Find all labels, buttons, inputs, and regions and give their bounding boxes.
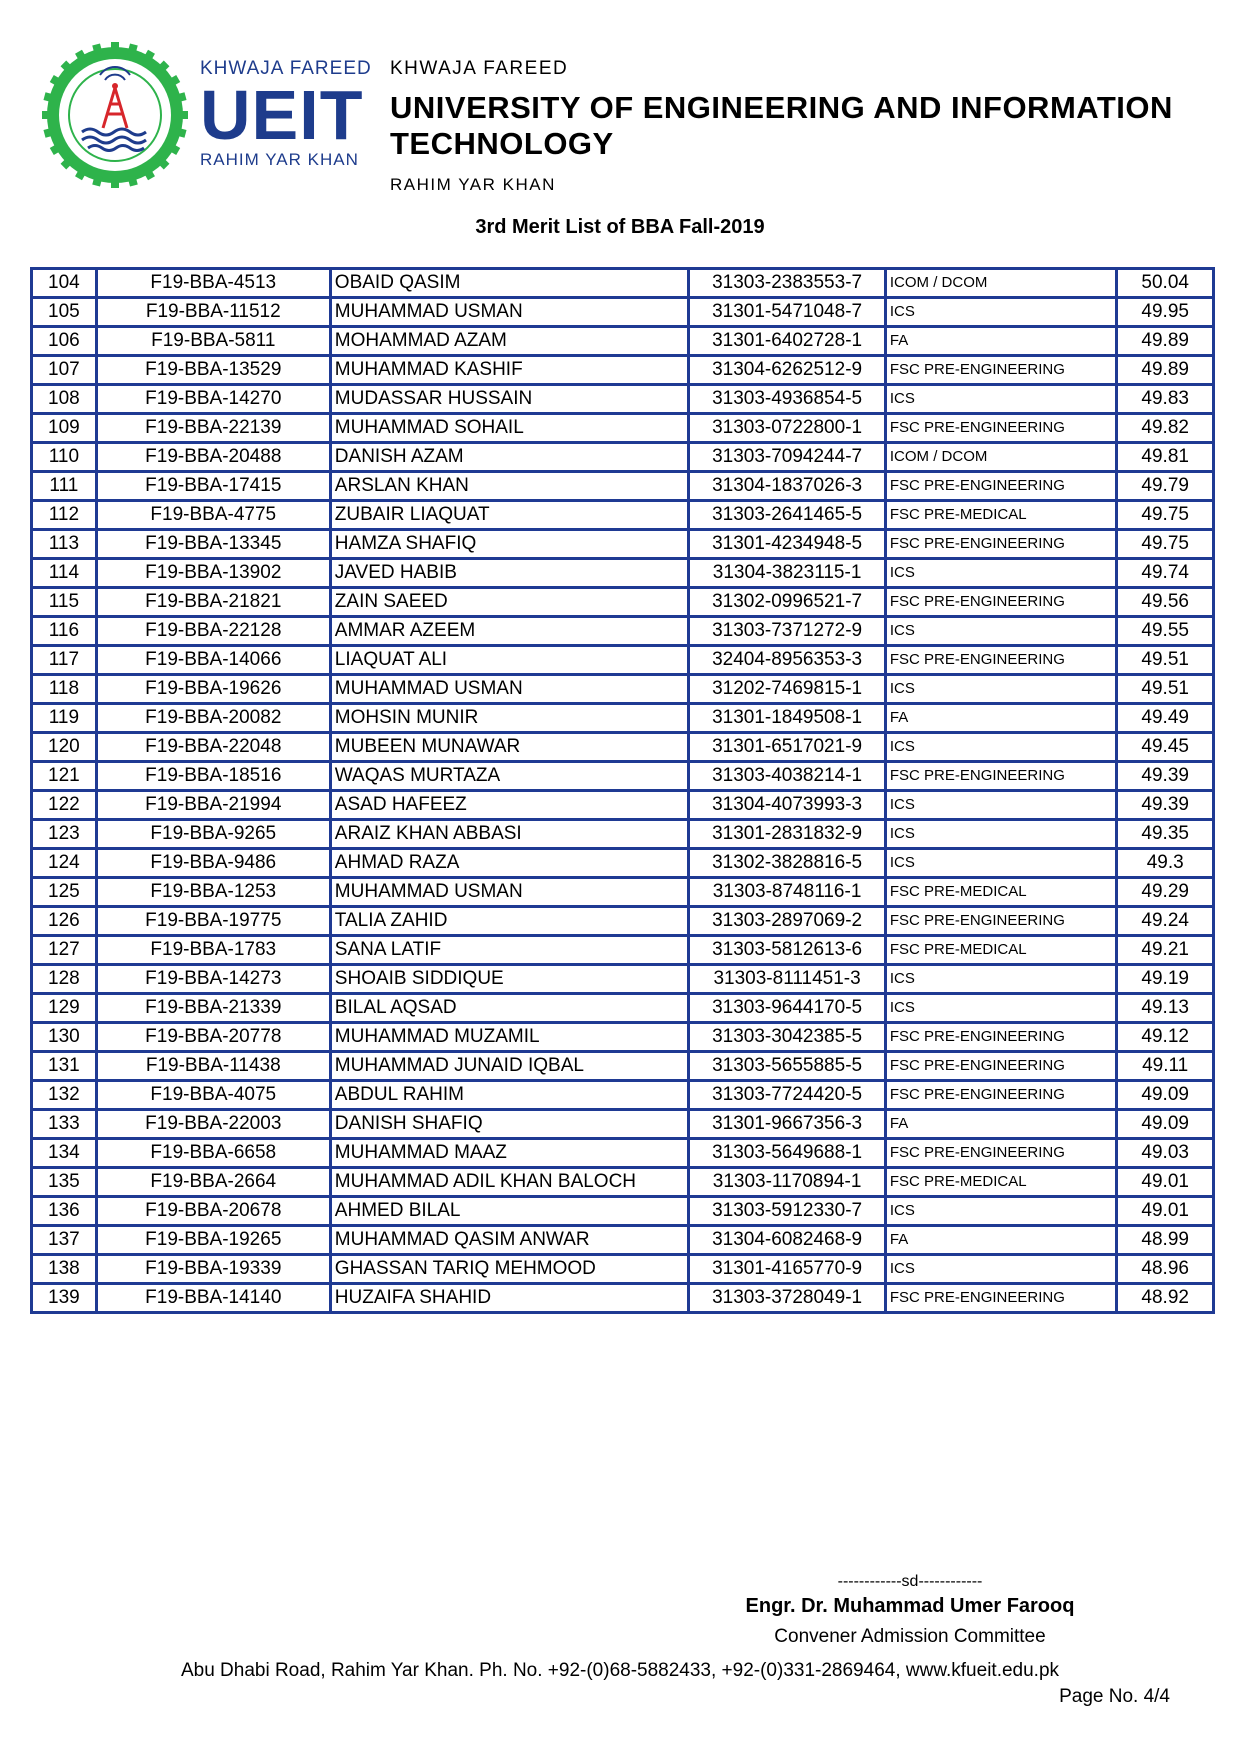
cnic-cell: 31303-9644170-5 [689, 994, 886, 1023]
qualification-cell: ICS [885, 675, 1117, 704]
merit-score-cell: 49.29 [1117, 878, 1214, 907]
cnic-cell: 31303-5649688-1 [689, 1139, 886, 1168]
form-number-cell: F19-BBA-14270 [96, 385, 330, 414]
table-row [32, 1110, 1214, 1139]
name-cell: TALIA ZAHID [330, 907, 688, 936]
name-cell: GHASSAN TARIQ MEHMOOD [330, 1255, 688, 1284]
cnic-cell: 31303-3728049-1 [689, 1284, 886, 1313]
name-cell: MUHAMMAD MUZAMIL [330, 1023, 688, 1052]
merit-score-cell: 49.83 [1117, 385, 1214, 414]
cnic-cell: 31304-3823115-1 [689, 559, 886, 588]
cnic-cell: 31302-3828816-5 [689, 849, 886, 878]
name-cell: MUHAMMAD USMAN [330, 675, 688, 704]
merit-table-body [32, 269, 1214, 1313]
merit-score-cell: 49.95 [1117, 298, 1214, 327]
brand-block [200, 58, 375, 170]
serial-cell: 125 [32, 878, 97, 907]
form-number-cell: F19-BBA-2664 [96, 1168, 330, 1197]
qualification-cell: FSC PRE-MEDICAL [885, 501, 1117, 530]
serial-cell: 118 [32, 675, 97, 704]
serial-cell: 105 [32, 298, 97, 327]
merit-score-cell: 49.45 [1117, 733, 1214, 762]
name-cell: ARAIZ KHAN ABBASI [330, 820, 688, 849]
serial-cell: 119 [32, 704, 97, 733]
name-cell: ABDUL RAHIM [330, 1081, 688, 1110]
table-row [32, 356, 1214, 385]
serial-cell: 137 [32, 1226, 97, 1255]
name-cell: ASAD HAFEEZ [330, 791, 688, 820]
merit-table [30, 267, 1215, 1314]
cnic-cell: 31303-5912330-7 [689, 1197, 886, 1226]
cnic-cell: 31301-1849508-1 [689, 704, 886, 733]
qualification-cell: FA [885, 1226, 1117, 1255]
serial-cell: 111 [32, 472, 97, 501]
name-cell: MUHAMMAD USMAN [330, 878, 688, 907]
qualification-cell: ICS [885, 965, 1117, 994]
name-cell: MOHSIN MUNIR [330, 704, 688, 733]
qualification-cell: FSC PRE-ENGINEERING [885, 588, 1117, 617]
merit-score-cell: 49.49 [1117, 704, 1214, 733]
name-cell: AHMED BILAL [330, 1197, 688, 1226]
name-cell: MUHAMMAD ADIL KHAN BALOCH [330, 1168, 688, 1197]
brand-acronym: UEIT [200, 76, 364, 154]
qualification-cell: FSC PRE-ENGINEERING [885, 1023, 1117, 1052]
serial-cell: 121 [32, 762, 97, 791]
table-row [32, 1081, 1214, 1110]
table-row [32, 1255, 1214, 1284]
name-cell: MUDASSAR HUSSAIN [330, 385, 688, 414]
table-row [32, 298, 1214, 327]
merit-score-cell: 49.39 [1117, 791, 1214, 820]
form-number-cell: F19-BBA-14066 [96, 646, 330, 675]
qualification-cell: FSC PRE-ENGINEERING [885, 1284, 1117, 1313]
name-cell: JAVED HABIB [330, 559, 688, 588]
merit-score-cell: 49.79 [1117, 472, 1214, 501]
qualification-cell: FSC PRE-ENGINEERING [885, 1139, 1117, 1168]
qualification-cell: FA [885, 1110, 1117, 1139]
form-number-cell: F19-BBA-14140 [96, 1284, 330, 1313]
form-number-cell: F19-BBA-20082 [96, 704, 330, 733]
serial-cell: 110 [32, 443, 97, 472]
form-number-cell: F19-BBA-5811 [96, 327, 330, 356]
serial-cell: 127 [32, 936, 97, 965]
table-row [32, 646, 1214, 675]
table-row [32, 385, 1214, 414]
form-number-cell: F19-BBA-1783 [96, 936, 330, 965]
serial-cell: 128 [32, 965, 97, 994]
qualification-cell: ICOM / DCOM [885, 443, 1117, 472]
form-number-cell: F19-BBA-17415 [96, 472, 330, 501]
form-number-cell: F19-BBA-22139 [96, 414, 330, 443]
merit-score-cell: 49.89 [1117, 356, 1214, 385]
qualification-cell: ICS [885, 820, 1117, 849]
serial-cell: 129 [32, 994, 97, 1023]
table-row [32, 559, 1214, 588]
serial-cell: 132 [32, 1081, 97, 1110]
name-cell: ZAIN SAEED [330, 588, 688, 617]
qualification-cell: ICS [885, 791, 1117, 820]
merit-score-cell: 48.92 [1117, 1284, 1214, 1313]
form-number-cell: F19-BBA-4775 [96, 501, 330, 530]
merit-score-cell: 49.75 [1117, 530, 1214, 559]
name-cell: SHOAIB SIDDIQUE [330, 965, 688, 994]
serial-cell: 104 [32, 269, 97, 298]
cnic-cell: 31303-7724420-5 [689, 1081, 886, 1110]
form-number-cell: F19-BBA-13529 [96, 356, 330, 385]
table-row [32, 1052, 1214, 1081]
qualification-cell: ICS [885, 733, 1117, 762]
form-number-cell: F19-BBA-9265 [96, 820, 330, 849]
name-cell: HAMZA SHAFIQ [330, 530, 688, 559]
form-number-cell: F19-BBA-13345 [96, 530, 330, 559]
cnic-cell: 31303-2641465-5 [689, 501, 886, 530]
form-number-cell: F19-BBA-6658 [96, 1139, 330, 1168]
cnic-cell: 31303-7094244-7 [689, 443, 886, 472]
form-number-cell: F19-BBA-21994 [96, 791, 330, 820]
qualification-cell: ICS [885, 1255, 1117, 1284]
name-cell: DANISH AZAM [330, 443, 688, 472]
qualification-cell: FSC PRE-ENGINEERING [885, 356, 1117, 385]
table-row [32, 501, 1214, 530]
page-number: Page No. 4/4 [1059, 1686, 1170, 1707]
form-number-cell: F19-BBA-21821 [96, 588, 330, 617]
form-number-cell: F19-BBA-19626 [96, 675, 330, 704]
form-number-cell: F19-BBA-20778 [96, 1023, 330, 1052]
cnic-cell: 31301-4165770-9 [689, 1255, 886, 1284]
merit-score-cell: 50.04 [1117, 269, 1214, 298]
form-number-cell: F19-BBA-19339 [96, 1255, 330, 1284]
merit-score-cell: 49.01 [1117, 1197, 1214, 1226]
merit-score-cell: 49.03 [1117, 1139, 1214, 1168]
form-number-cell: F19-BBA-18516 [96, 762, 330, 791]
merit-score-cell: 49.19 [1117, 965, 1214, 994]
signatory-name: Engr. Dr. Muhammad Umer Farooq [745, 1595, 1075, 1617]
merit-score-cell: 49.39 [1117, 762, 1214, 791]
name-cell: LIAQUAT ALI [330, 646, 688, 675]
serial-cell: 130 [32, 1023, 97, 1052]
cnic-cell: 31303-2897069-2 [689, 907, 886, 936]
merit-score-cell: 49.82 [1117, 414, 1214, 443]
cnic-cell: 31303-3042385-5 [689, 1023, 886, 1052]
name-cell: MOHAMMAD AZAM [330, 327, 688, 356]
table-row [32, 443, 1214, 472]
form-number-cell: F19-BBA-4513 [96, 269, 330, 298]
name-cell: WAQAS MURTAZA [330, 762, 688, 791]
name-cell: MUHAMMAD USMAN [330, 298, 688, 327]
cnic-cell: 31303-4936854-5 [689, 385, 886, 414]
table-row [32, 907, 1214, 936]
qualification-cell: ICS [885, 559, 1117, 588]
cnic-cell: 31303-5812613-6 [689, 936, 886, 965]
table-row [32, 327, 1214, 356]
qualification-cell: ICS [885, 385, 1117, 414]
name-cell: HUZAIFA SHAHID [330, 1284, 688, 1313]
cnic-cell: 31301-6402728-1 [689, 327, 886, 356]
cnic-cell: 32404-8956353-3 [689, 646, 886, 675]
form-number-cell: F19-BBA-9486 [96, 849, 330, 878]
merit-score-cell: 49.21 [1117, 936, 1214, 965]
form-number-cell: F19-BBA-1253 [96, 878, 330, 907]
merit-score-cell: 49.35 [1117, 820, 1214, 849]
table-row [32, 994, 1214, 1023]
table-row [32, 1139, 1214, 1168]
serial-cell: 116 [32, 617, 97, 646]
name-cell: DANISH SHAFIQ [330, 1110, 688, 1139]
name-cell: MUBEEN MUNAWAR [330, 733, 688, 762]
name-cell: ZUBAIR LIAQUAT [330, 501, 688, 530]
name-cell: MUHAMMAD KASHIF [330, 356, 688, 385]
page-title: 3rd Merit List of BBA Fall-2019 [475, 216, 765, 238]
cnic-cell: 31304-1837026-3 [689, 472, 886, 501]
merit-score-cell: 49.09 [1117, 1081, 1214, 1110]
serial-cell: 123 [32, 820, 97, 849]
form-number-cell: F19-BBA-14273 [96, 965, 330, 994]
qualification-cell: ICS [885, 1197, 1117, 1226]
qualification-cell: ICS [885, 298, 1117, 327]
cnic-cell: 31303-1170894-1 [689, 1168, 886, 1197]
name-cell: ARSLAN KHAN [330, 472, 688, 501]
serial-cell: 114 [32, 559, 97, 588]
table-row [32, 704, 1214, 733]
university-line-3: RAHIM YAR KHAN [390, 175, 556, 194]
qualification-cell: FA [885, 327, 1117, 356]
table-row [32, 530, 1214, 559]
merit-score-cell: 49.12 [1117, 1023, 1214, 1052]
form-number-cell: F19-BBA-11512 [96, 298, 330, 327]
qualification-cell: FSC PRE-ENGINEERING [885, 1052, 1117, 1081]
qualification-cell: FA [885, 704, 1117, 733]
name-cell: MUHAMMAD JUNAID IQBAL [330, 1052, 688, 1081]
cnic-cell: 31301-6517021-9 [689, 733, 886, 762]
table-row [32, 675, 1214, 704]
table-row [32, 878, 1214, 907]
serial-cell: 112 [32, 501, 97, 530]
merit-score-cell: 49.89 [1117, 327, 1214, 356]
university-name-block [390, 58, 1240, 195]
table-row [32, 965, 1214, 994]
serial-cell: 122 [32, 791, 97, 820]
cnic-cell: 31301-9667356-3 [689, 1110, 886, 1139]
serial-cell: 131 [32, 1052, 97, 1081]
table-row [32, 1168, 1214, 1197]
table-row [32, 1197, 1214, 1226]
table-row [32, 849, 1214, 878]
serial-cell: 115 [32, 588, 97, 617]
serial-cell: 134 [32, 1139, 97, 1168]
merit-score-cell: 49.74 [1117, 559, 1214, 588]
merit-score-cell: 49.13 [1117, 994, 1214, 1023]
merit-score-cell: 49.75 [1117, 501, 1214, 530]
serial-cell: 107 [32, 356, 97, 385]
merit-score-cell: 49.51 [1117, 675, 1214, 704]
serial-cell: 136 [32, 1197, 97, 1226]
serial-cell: 108 [32, 385, 97, 414]
qualification-cell: ICS [885, 849, 1117, 878]
name-cell: SANA LATIF [330, 936, 688, 965]
form-number-cell: F19-BBA-4075 [96, 1081, 330, 1110]
qualification-cell: ICOM / DCOM [885, 269, 1117, 298]
university-line-2: UNIVERSITY OF ENGINEERING AND INFORMATION TECHNOLOGY [390, 90, 1173, 161]
cnic-cell: 31303-8111451-3 [689, 965, 886, 994]
cnic-cell: 31304-4073993-3 [689, 791, 886, 820]
cnic-cell: 31303-2383553-7 [689, 269, 886, 298]
serial-cell: 139 [32, 1284, 97, 1313]
cnic-cell: 31303-4038214-1 [689, 762, 886, 791]
merit-score-cell: 49.01 [1117, 1168, 1214, 1197]
table-row [32, 472, 1214, 501]
serial-cell: 126 [32, 907, 97, 936]
serial-cell: 113 [32, 530, 97, 559]
footer-address: Abu Dhabi Road, Rahim Yar Khan. Ph. No. +92-(0)68-5882433, +92-(0)331-2869464, www.kfueit.edu.pk [180, 1660, 1060, 1681]
table-row [32, 1284, 1214, 1313]
qualification-cell: FSC PRE-ENGINEERING [885, 907, 1117, 936]
form-number-cell: F19-BBA-19775 [96, 907, 330, 936]
table-row [32, 1226, 1214, 1255]
merit-score-cell: 49.56 [1117, 588, 1214, 617]
cnic-cell: 31301-5471048-7 [689, 298, 886, 327]
table-row [32, 269, 1214, 298]
qualification-cell: ICS [885, 994, 1117, 1023]
form-number-cell: F19-BBA-11438 [96, 1052, 330, 1081]
brand-top: KHWAJA FAREED [200, 58, 372, 79]
signature-block [700, 1573, 1120, 1648]
cnic-cell: 31303-8748116-1 [689, 878, 886, 907]
cnic-cell: 31304-6262512-9 [689, 356, 886, 385]
qualification-cell: FSC PRE-ENGINEERING [885, 472, 1117, 501]
form-number-cell: F19-BBA-22048 [96, 733, 330, 762]
qualification-cell: FSC PRE-MEDICAL [885, 1168, 1117, 1197]
serial-cell: 124 [32, 849, 97, 878]
table-row [32, 936, 1214, 965]
merit-score-cell: 49.51 [1117, 646, 1214, 675]
table-row [32, 762, 1214, 791]
name-cell: BILAL AQSAD [330, 994, 688, 1023]
name-cell: OBAID QASIM [330, 269, 688, 298]
brand-bottom: RAHIM YAR KHAN [200, 150, 359, 169]
table-row [32, 414, 1214, 443]
cnic-cell: 31202-7469815-1 [689, 675, 886, 704]
form-number-cell: F19-BBA-22128 [96, 617, 330, 646]
form-number-cell: F19-BBA-20678 [96, 1197, 330, 1226]
merit-score-cell: 49.09 [1117, 1110, 1214, 1139]
qualification-cell: FSC PRE-ENGINEERING [885, 414, 1117, 443]
form-number-cell: F19-BBA-13902 [96, 559, 330, 588]
serial-cell: 120 [32, 733, 97, 762]
cnic-cell: 31303-7371272-9 [689, 617, 886, 646]
university-line-1: KHWAJA FAREED [390, 58, 569, 79]
form-number-cell: F19-BBA-20488 [96, 443, 330, 472]
merit-score-cell: 49.81 [1117, 443, 1214, 472]
table-row [32, 820, 1214, 849]
qualification-cell: FSC PRE-ENGINEERING [885, 762, 1117, 791]
merit-score-cell: 49.24 [1117, 907, 1214, 936]
merit-score-cell: 48.96 [1117, 1255, 1214, 1284]
qualification-cell: FSC PRE-MEDICAL [885, 936, 1117, 965]
university-logo [40, 40, 190, 190]
qualification-cell: FSC PRE-MEDICAL [885, 878, 1117, 907]
cnic-cell: 31301-4234948-5 [689, 530, 886, 559]
qualification-cell: FSC PRE-ENGINEERING [885, 530, 1117, 559]
name-cell: AHMAD RAZA [330, 849, 688, 878]
serial-cell: 133 [32, 1110, 97, 1139]
form-number-cell: F19-BBA-19265 [96, 1226, 330, 1255]
table-row [32, 1023, 1214, 1052]
cnic-cell: 31303-0722800-1 [689, 414, 886, 443]
name-cell: MUHAMMAD QASIM ANWAR [330, 1226, 688, 1255]
form-number-cell: F19-BBA-22003 [96, 1110, 330, 1139]
serial-cell: 117 [32, 646, 97, 675]
cnic-cell: 31303-5655885-5 [689, 1052, 886, 1081]
table-row [32, 617, 1214, 646]
cnic-cell: 31301-2831832-9 [689, 820, 886, 849]
signature-mark: ------------sd------------ [837, 1573, 983, 1590]
signatory-role: Convener Admission Committee [774, 1626, 1046, 1647]
name-cell: AMMAR AZEEM [330, 617, 688, 646]
serial-cell: 135 [32, 1168, 97, 1197]
merit-score-cell: 49.3 [1117, 849, 1214, 878]
merit-score-cell: 49.11 [1117, 1052, 1214, 1081]
table-row [32, 791, 1214, 820]
table-row [32, 588, 1214, 617]
qualification-cell: FSC PRE-ENGINEERING [885, 646, 1117, 675]
serial-cell: 106 [32, 327, 97, 356]
cnic-cell: 31302-0996521-7 [689, 588, 886, 617]
table-row [32, 733, 1214, 762]
form-number-cell: F19-BBA-21339 [96, 994, 330, 1023]
merit-score-cell: 49.55 [1117, 617, 1214, 646]
serial-cell: 138 [32, 1255, 97, 1284]
cnic-cell: 31304-6082468-9 [689, 1226, 886, 1255]
merit-score-cell: 48.99 [1117, 1226, 1214, 1255]
serial-cell: 109 [32, 414, 97, 443]
name-cell: MUHAMMAD SOHAIL [330, 414, 688, 443]
name-cell: MUHAMMAD MAAZ [330, 1139, 688, 1168]
qualification-cell: ICS [885, 617, 1117, 646]
qualification-cell: FSC PRE-ENGINEERING [885, 1081, 1117, 1110]
